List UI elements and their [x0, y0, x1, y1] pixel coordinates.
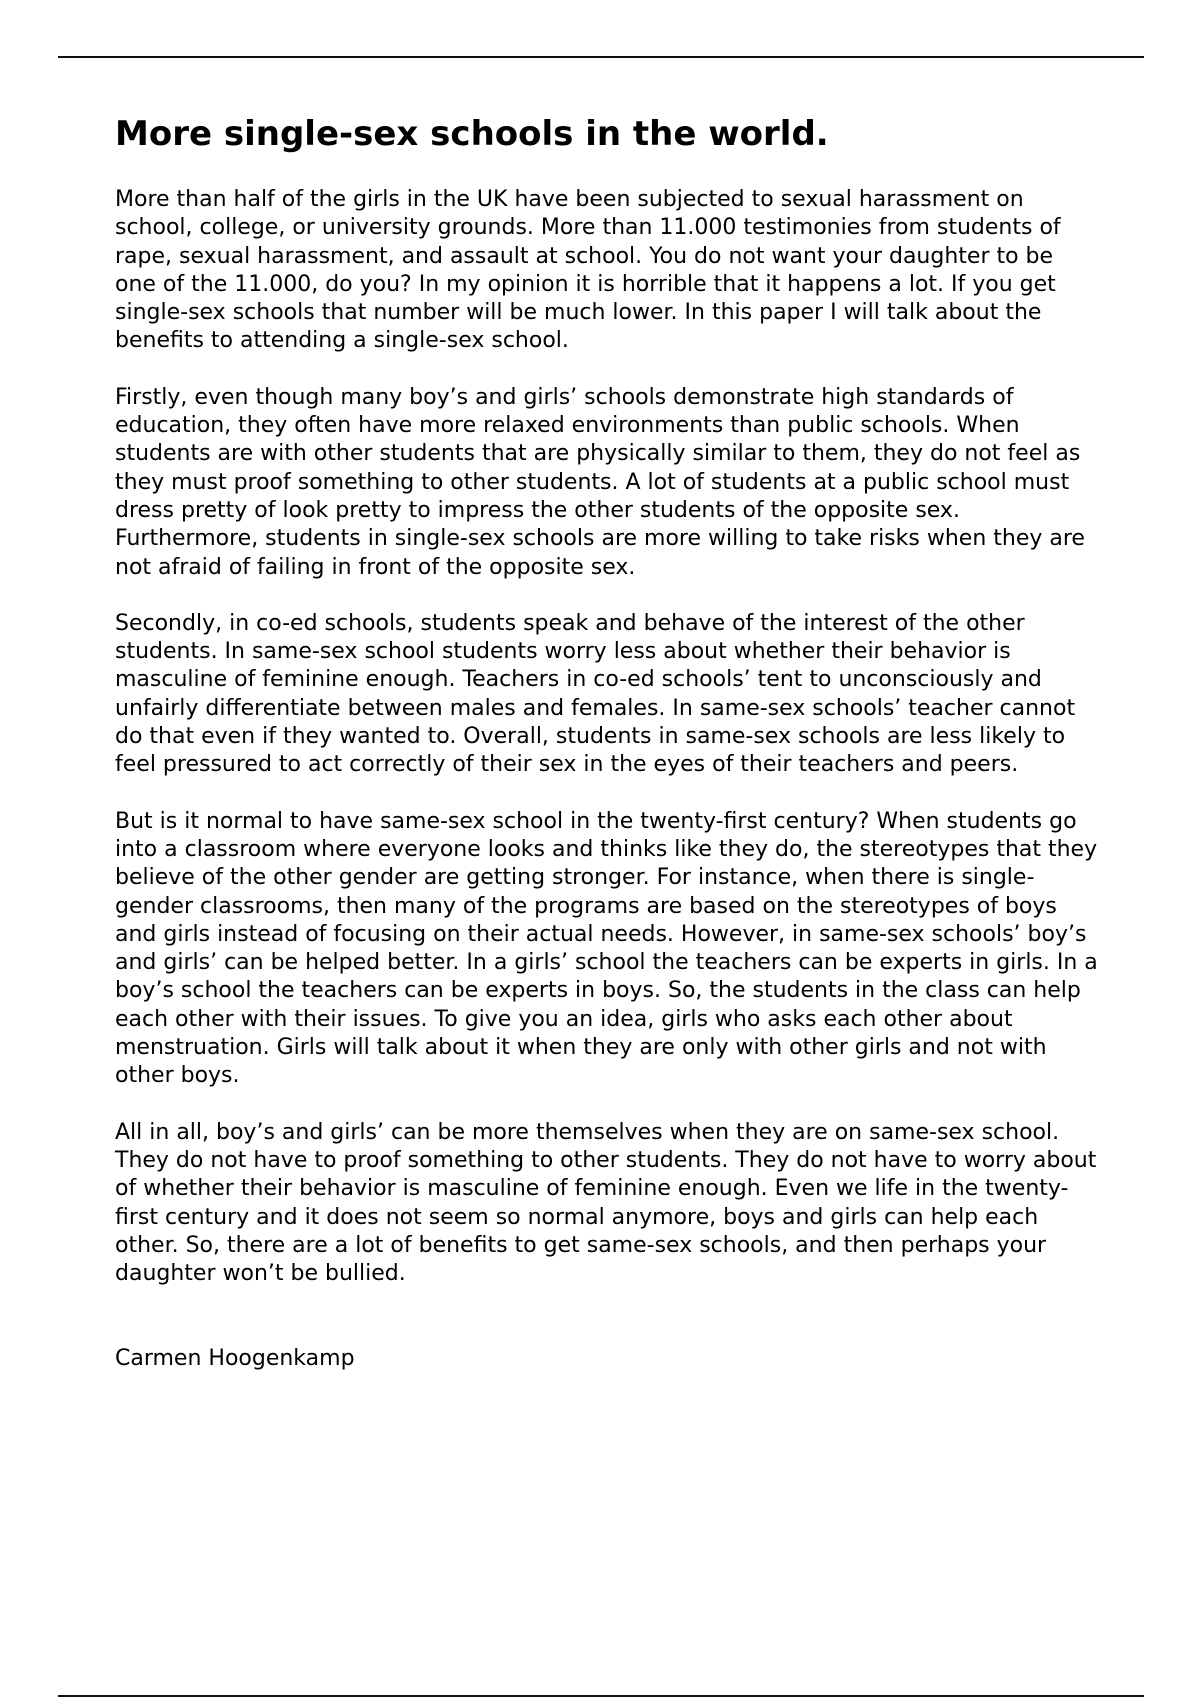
- top-rule: [58, 56, 1144, 58]
- author-name: Carmen Hoogenkamp: [115, 1346, 355, 1372]
- paragraph-counterpoint: But is it normal to have same-sex school in the twenty-first century? When students go into a classroom where everyone looks and thinks like they do, the stereotypes that they believe of the other gender are getting stronger. For instance, when there is single-gender classrooms, then many of the programs are based on the stereotypes of boys and girls instead of focusing on their actual needs. However, in same-sex schools’ boy’s and girls’ can be helped better. In a girls’ school the teachers can be experts in girls. In a boy’s school the teachers can be experts in boys. So, the students in the class can help each other with their issues. To give you an idea, girls who asks each other about menstruation. Girls will talk about it when they are only with other girls and not with other boys.: [115, 808, 1098, 1089]
- paragraph-intro: More than half of the girls in the UK have been subjected to sexual harassment on school, college, or university grounds. More than 11.000 testimonies from students of rape, sexual harassment, and assault at school. You do not want your daughter to be one of the 11.000, do you? In my opinion it is horrible that it happens a lot. If you get single-sex schools that number will be much lower. In this paper I will talk about the benefits to attending a single-sex school.: [115, 187, 1061, 354]
- paragraph-conclusion: All in all, boy’s and girls’ can be more themselves when they are on same-sex school. They do not have to proof something to other students. They do not have to worry about of whether their behavior is masculine of feminine enough. Even we life in the twenty-first century and it does not seem so normal anymore, boys and girls can help each other. So, there are a lot of benefits to get same-sex schools, and then perhaps your daughter won’t be bullied.: [115, 1119, 1097, 1287]
- paragraph-secondly: Secondly, in co-ed schools, students speak and behave of the interest of the other students. In same-sex school students worry less about whether their behavior is masculine of feminine enough. Teachers in co-ed schools’ tent to unconsciously and unfairly differentiate between males and females. In same-sex schools’ teacher cannot do that even if they wanted to. Overall, students in same-sex schools are less likely to feel pressured to act correctly of their sex in the eyes of their teachers and peers.: [115, 610, 1076, 778]
- bottom-rule: [58, 1695, 1144, 1697]
- document-body: [115, 112, 1100, 1402]
- paragraph-firstly: Firstly, even though many boy’s and girls’ schools demonstrate high standards of education, they often have more relaxed environments than public schools. When students are with other students that are physically similar to them, they do not feel as they must proof something to other students. A lot of students at a public school must dress pretty of look pretty to impress the other students of the opposite sex. Furthermore, students in single-sex schools are more willing to take risks when they are not afraid of failing in front of the opposite sex.: [115, 384, 1085, 580]
- document-title: More single-sex schools in the world.: [115, 114, 829, 154]
